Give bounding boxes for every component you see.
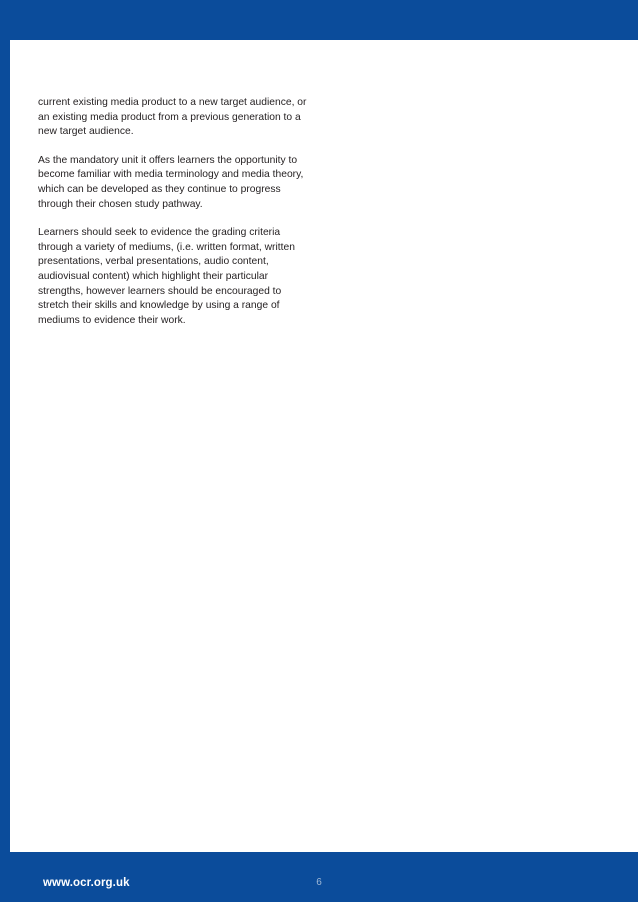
footer-band bbox=[0, 852, 638, 902]
body-text-column bbox=[38, 96, 310, 328]
left-edge-band bbox=[0, 0, 10, 902]
footer-url[interactable]: www.ocr.org.uk bbox=[43, 877, 130, 889]
header-band bbox=[0, 0, 638, 40]
page-number: 6 bbox=[316, 877, 322, 888]
paragraph-2: As the mandatory unit it offers learners the opportunity to become familiar with media terminology and media theory, which can be developed as they continue to progress through their chosen study pathway. bbox=[38, 154, 304, 210]
paragraph-3: Learners should seek to evidence the grading criteria through a variety of mediums, (i.e. written format, written presentations, verbal presentations, audio content, audiovisual content) which highlight their particular strengths, however learners should be encouraged to stretch their skills and knowledge by using a range of mediums to evidence their work. bbox=[38, 227, 295, 326]
paragraph-1: current existing media product to a new target audience, or an existing media product from a previous generation to a new target audience. bbox=[38, 97, 307, 138]
